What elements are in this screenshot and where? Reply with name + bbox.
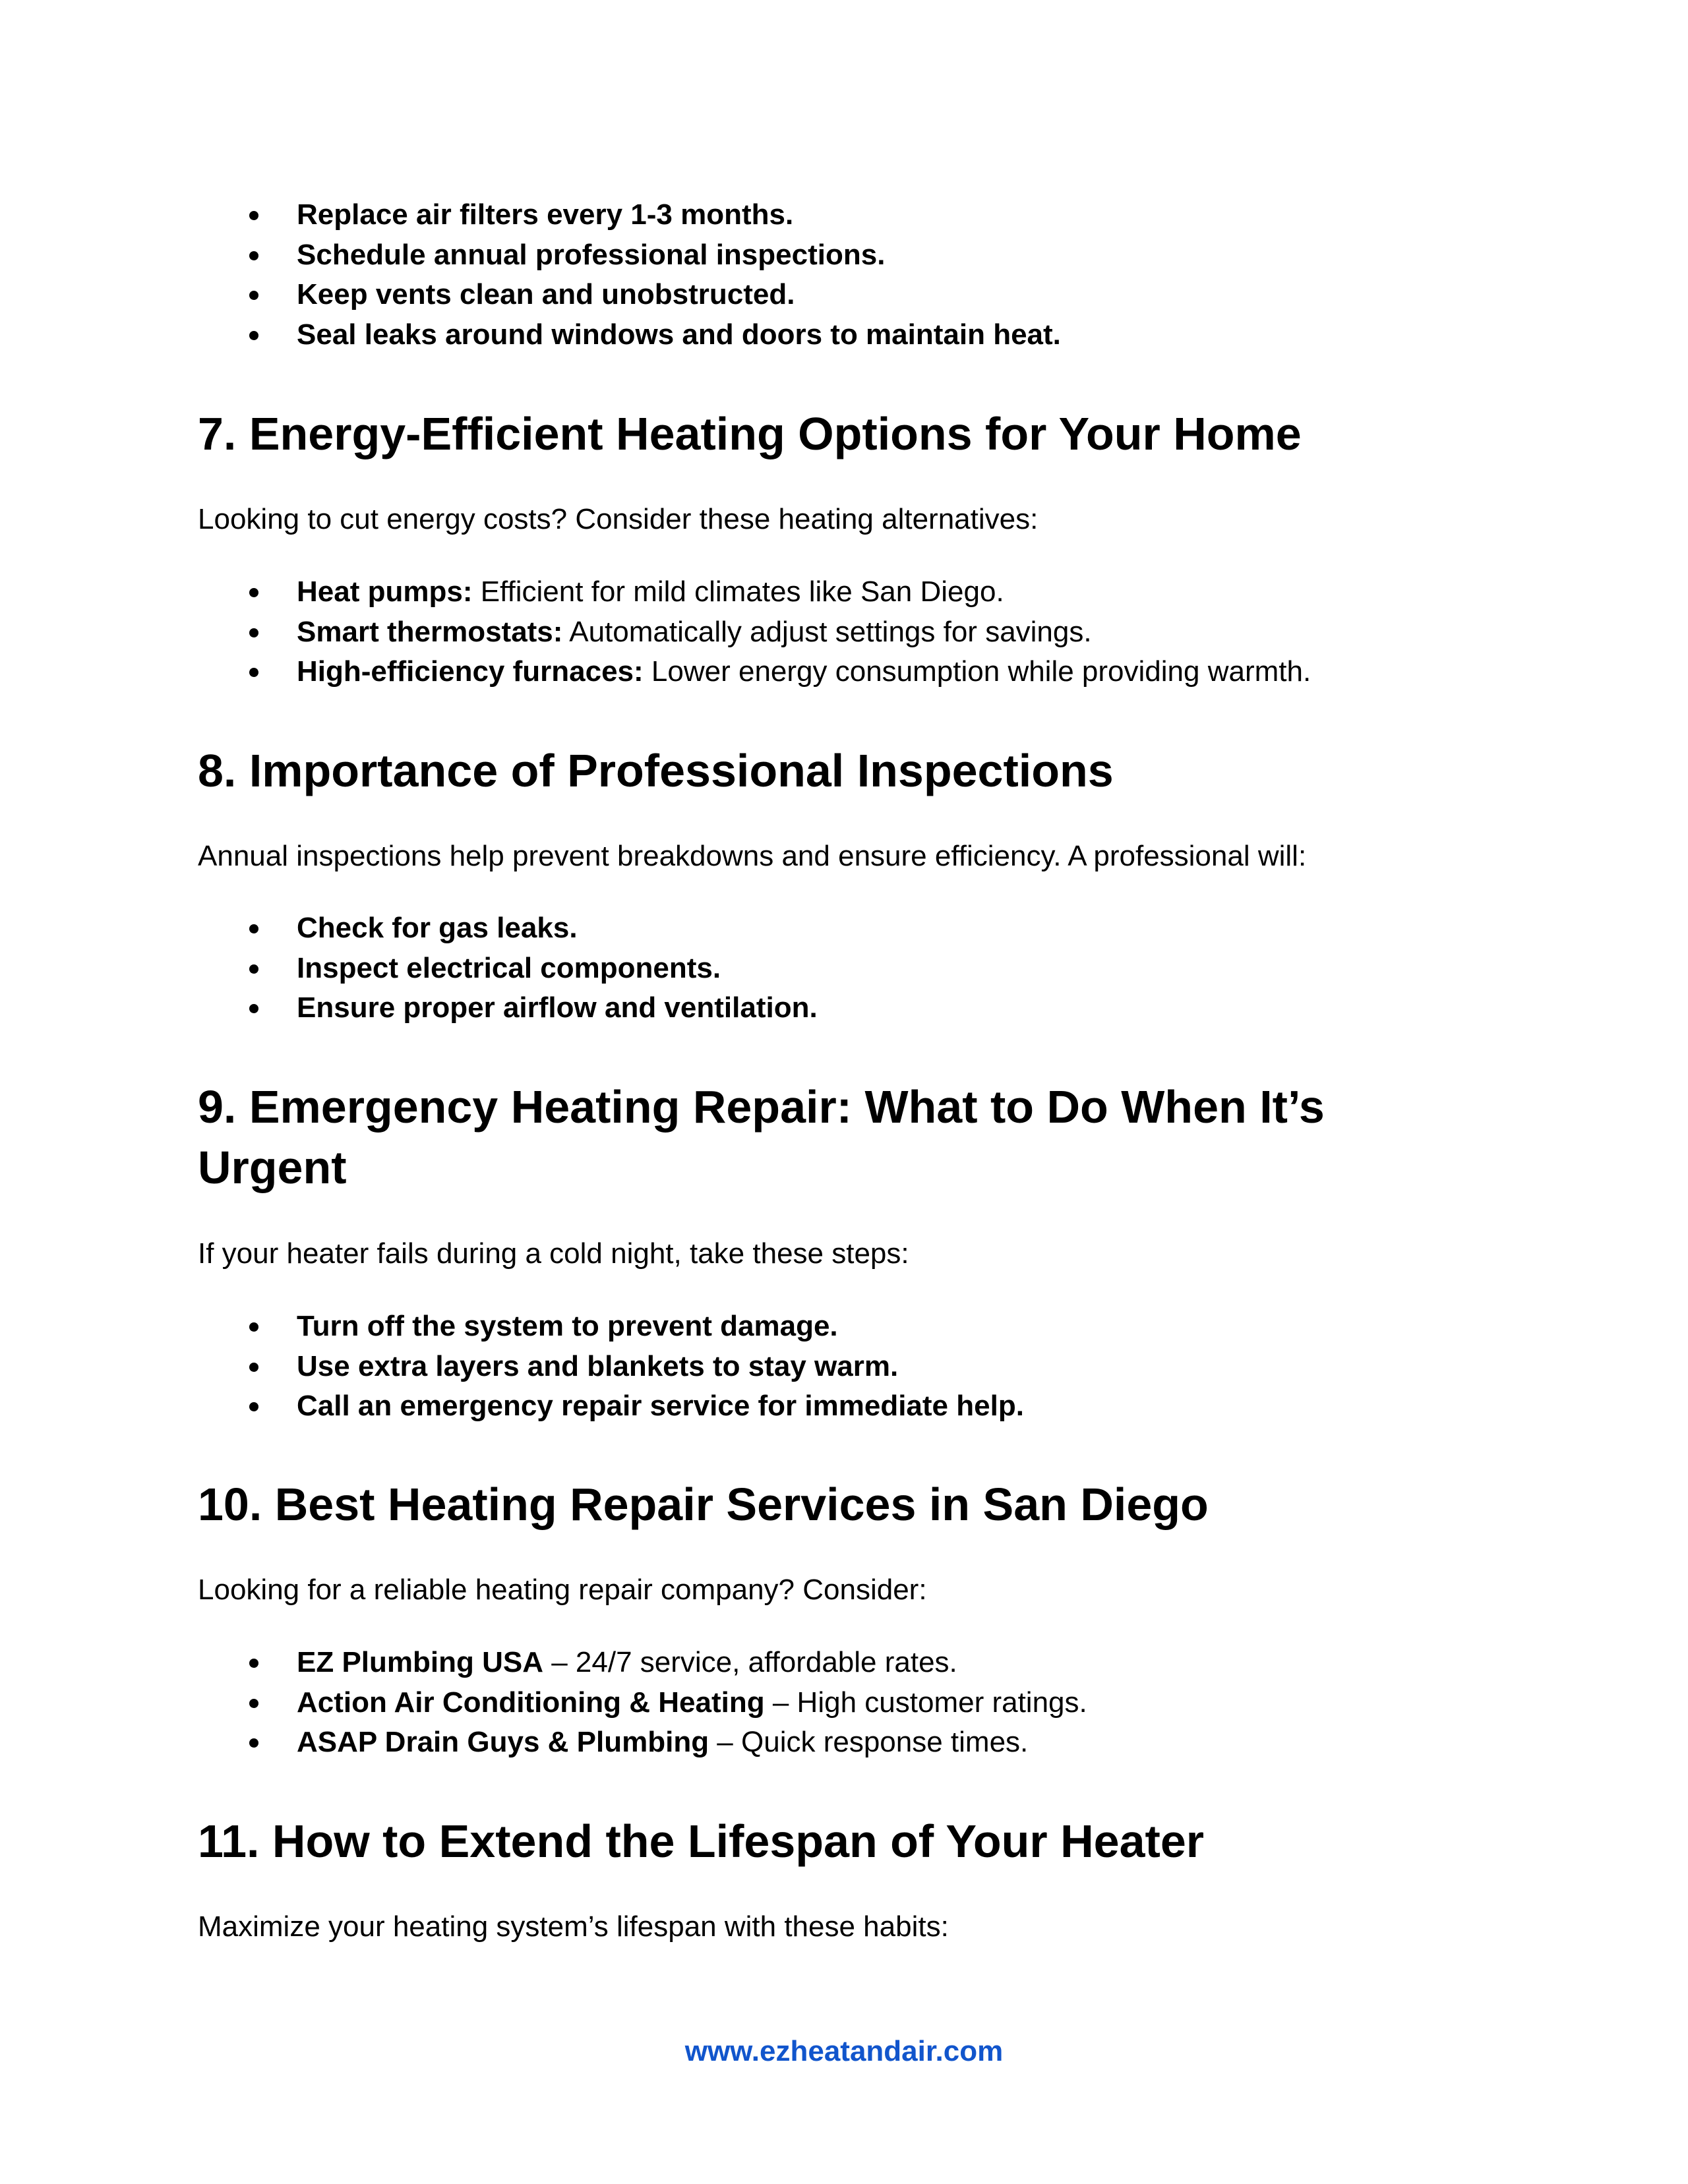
bullet-icon — [249, 1004, 258, 1013]
bullet-icon — [249, 628, 258, 637]
bullet-icon — [249, 291, 258, 300]
list-item: Keep vents clean and unobstructed. — [198, 275, 1451, 315]
list-item: Ensure proper airflow and ventilation. — [198, 988, 1451, 1028]
bullet-icon — [249, 668, 258, 677]
section-7-list-block — [198, 572, 1451, 692]
section-10-list-block — [198, 1643, 1451, 1763]
section-8-intro-block — [198, 837, 1451, 876]
maintenance-tips-list-section — [198, 195, 1451, 355]
section-11-intro: Maximize your heating system’s lifespan with these habits: — [198, 1910, 949, 1943]
section-11-heading: 11. How to Extend the Lifespan of Your Heater — [198, 1815, 1205, 1867]
section-11 — [198, 1811, 1451, 1872]
bullet-icon — [249, 1659, 258, 1668]
section-7-intro: Looking to cut energy costs? Consider these heating alternatives: — [198, 503, 1039, 535]
section-7-heading: 7. Energy-Efficient Heating Options for Your Home — [198, 408, 1302, 459]
list-item: Heat pumps: Efficient for mild climates like San Diego. — [198, 572, 1451, 612]
section-7 — [198, 403, 1451, 464]
bullet-icon — [249, 924, 258, 933]
bullet-icon — [249, 211, 258, 220]
maintenance-tips-list — [198, 195, 1451, 355]
bullet-icon — [249, 331, 258, 340]
section-9-intro-block — [198, 1234, 1451, 1274]
section-8-heading: 8. Importance of Professional Inspections — [198, 745, 1114, 796]
list-item: ASAP Drain Guys & Plumbing – Quick response times. — [198, 1723, 1451, 1763]
list-item: High-efficiency furnaces: Lower energy consumption while providing warmth. — [198, 652, 1451, 692]
inspection-checks-list — [198, 908, 1451, 1028]
bullet-icon — [249, 251, 258, 260]
list-item: Smart thermostats: Automatically adjust settings for savings. — [198, 612, 1451, 653]
section-9-heading: 9. Emergency Heating Repair: What to Do When It’s Urgent — [198, 1081, 1325, 1193]
section-10 — [198, 1474, 1451, 1535]
section-8-list-block — [198, 908, 1451, 1028]
bullet-icon — [249, 1402, 258, 1411]
list-item: Check for gas leaks. — [198, 908, 1451, 949]
section-7-intro-block — [198, 500, 1451, 539]
section-10-heading: 10. Best Heating Repair Services in San Diego — [198, 1479, 1209, 1530]
bullet-icon — [249, 1322, 258, 1332]
repair-services-list — [198, 1643, 1451, 1763]
bullet-icon — [249, 1738, 258, 1748]
list-item: Use extra layers and blankets to stay warm. — [198, 1347, 1451, 1387]
list-item: Schedule annual professional inspections. — [198, 235, 1451, 276]
list-item: Turn off the system to prevent damage. — [198, 1307, 1451, 1347]
section-10-intro: Looking for a reliable heating repair company? Consider: — [198, 1574, 927, 1606]
list-item: Seal leaks around windows and doors to maintain heat. — [198, 315, 1451, 355]
list-item: Action Air Conditioning & Heating – High customer ratings. — [198, 1683, 1451, 1723]
website-footer-link[interactable]: www.ezheatandair.com — [684, 2035, 1004, 2067]
list-item: Call an emergency repair service for immediate help. — [198, 1386, 1451, 1427]
list-item: EZ Plumbing USA – 24/7 service, affordable rates. — [198, 1643, 1451, 1683]
section-8 — [198, 740, 1451, 801]
emergency-steps-list — [198, 1307, 1451, 1427]
list-item: Replace air filters every 1-3 months. — [198, 195, 1451, 235]
bullet-icon — [249, 1699, 258, 1708]
bullet-icon — [249, 588, 258, 597]
bullet-icon — [249, 1363, 258, 1372]
bullet-icon — [249, 964, 258, 974]
heating-options-list — [198, 572, 1451, 692]
section-9-intro: If your heater fails during a cold night, take these steps: — [198, 1237, 909, 1270]
section-8-intro: Annual inspections help prevent breakdowns and ensure efficiency. A professional will: — [198, 840, 1307, 872]
section-9 — [198, 1077, 1451, 1198]
list-item: Inspect electrical components. — [198, 949, 1451, 989]
section-10-intro-block — [198, 1570, 1451, 1610]
section-9-list-block — [198, 1307, 1451, 1427]
section-11-intro-block — [198, 1907, 1451, 1947]
